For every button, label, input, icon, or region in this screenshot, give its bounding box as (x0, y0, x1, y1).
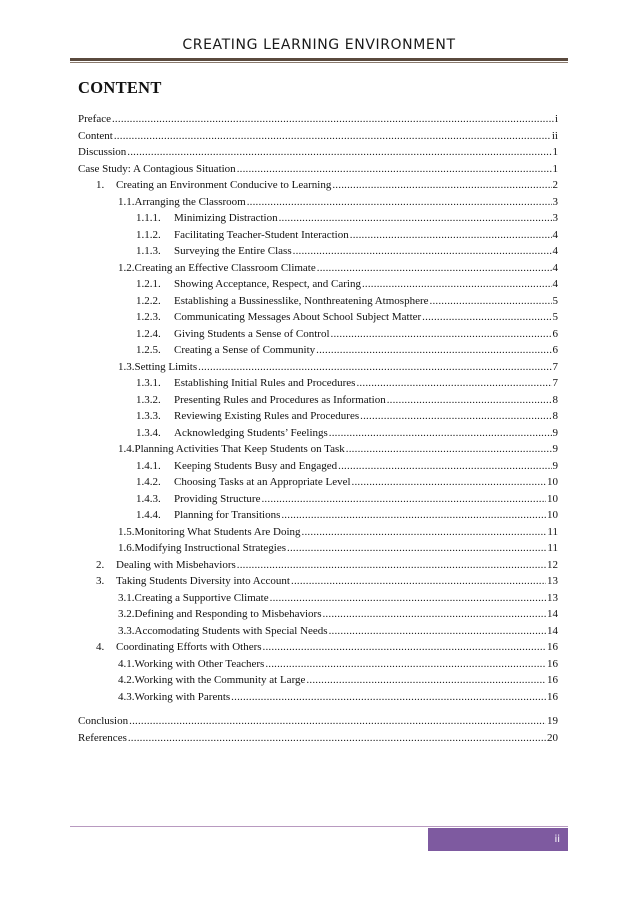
toc-entry-row (118, 690, 558, 704)
toc-dot-leader (346, 442, 552, 456)
toc-entry-title: Coordinating Efforts with Others (116, 641, 262, 653)
header-rule-thin (70, 62, 568, 63)
toc-dot-leader (317, 261, 552, 275)
toc-entry-title: Modifying Instructional Strategies (134, 542, 287, 554)
toc-dot-leader (265, 657, 546, 671)
toc-entry-page: 1 (552, 146, 558, 158)
toc-entry (78, 508, 558, 522)
toc-entry-title: Accomodating Students with Special Needs (134, 624, 328, 637)
toc-entry-page: 13 (547, 575, 558, 587)
toc-entry (78, 607, 558, 621)
toc-entry-title: Preface (78, 113, 111, 125)
toc-entry-row (78, 162, 558, 176)
toc-dot-leader (129, 714, 546, 728)
toc-entry-row (136, 492, 558, 506)
toc-dot-leader (332, 178, 551, 192)
toc-entry (78, 426, 558, 440)
toc-entry (78, 277, 558, 291)
toc-entry-page: 4 (552, 278, 558, 290)
toc-entry-row (118, 541, 558, 555)
toc-entry-row (136, 310, 558, 324)
toc-dot-leader (387, 393, 552, 407)
toc-entry-page: 3 (552, 212, 558, 224)
toc-entry-title: Working with the Community at Large (134, 674, 306, 686)
toc-entry-number: 1.3.2. (136, 393, 161, 406)
toc-entry-row (136, 327, 558, 341)
toc-dot-leader (338, 459, 551, 473)
toc-entry-title: Minimizing Distraction (174, 212, 278, 224)
toc-entry (78, 261, 558, 275)
toc-entry-page: 11 (547, 525, 558, 538)
toc-entry-row (136, 343, 558, 357)
toc-entry-number: 1.2. (118, 261, 135, 274)
toc-entry-title: Creating a Supportive Climate (134, 591, 269, 604)
toc-entry-page: 9 (552, 443, 558, 455)
toc-entry-title: Creating an Environment Conducive to Learning (116, 179, 332, 191)
toc-entry (78, 492, 558, 506)
toc-entry-row (118, 442, 558, 456)
toc-entry-page: i (554, 113, 558, 125)
toc-entry (78, 624, 558, 638)
toc-entry-number: 1.4.2. (136, 476, 161, 488)
toc-entry (78, 714, 558, 728)
toc-entry (78, 459, 558, 473)
toc-entry-page: 5 (552, 294, 558, 307)
toc-dot-leader (329, 426, 552, 440)
toc-dot-leader (362, 277, 552, 291)
toc-dot-leader (360, 409, 551, 423)
toc-entry (78, 541, 558, 555)
toc-entry (78, 409, 558, 423)
toc-entry-page: 13 (547, 591, 558, 604)
toc-dot-leader (322, 607, 546, 621)
toc-dot-leader (279, 211, 552, 225)
toc-entry-number: 1. (96, 179, 105, 191)
toc-entry-row (78, 714, 558, 728)
toc-entry (78, 343, 558, 357)
toc-entry-page: 2 (552, 179, 558, 191)
toc-entry-row (118, 360, 558, 374)
toc-entry-title: Giving Students a Sense of Control (174, 327, 330, 340)
toc-dot-leader (281, 508, 546, 522)
toc-dot-leader (231, 690, 546, 704)
toc-entry-number: 2. (96, 558, 105, 571)
toc-entry-number: 4.1. (118, 657, 135, 670)
toc-entry-title: Reviewing Existing Rules and Procedures (174, 410, 360, 422)
toc-entry (78, 211, 558, 225)
toc-entry (78, 574, 558, 588)
toc-entry-number: 1.5. (118, 525, 135, 538)
toc-entry-row (118, 673, 558, 687)
toc-entry-page: 16 (547, 657, 558, 670)
toc-entry-number: 1.1.2. (136, 228, 161, 241)
toc-entry (78, 360, 558, 374)
toc-entry-number: 1.4.3. (136, 492, 161, 505)
toc-entry-row (96, 178, 558, 192)
toc-entry-title: Working with Parents (134, 690, 231, 703)
toc-entry-row (136, 211, 558, 225)
toc-entry-page: 19 (547, 715, 558, 727)
toc-entry-title: Conclusion (78, 715, 129, 727)
toc-entry-row (78, 731, 558, 745)
toc-entry-page: 10 (547, 509, 558, 521)
toc-entry-title: Discussion (78, 146, 127, 158)
toc-entry-row (118, 657, 558, 671)
toc-entry (78, 228, 558, 242)
toc-entry-row (136, 228, 558, 242)
toc-entry-row (136, 475, 558, 489)
toc-entry-number: 1.1.1. (136, 212, 161, 224)
toc-entry-page: ii (551, 129, 558, 142)
toc-dot-leader (329, 624, 546, 638)
toc-entry-page: 16 (547, 641, 558, 653)
toc-entry-page: 9 (552, 459, 558, 472)
toc-entry-title: Defining and Responding to Misbehaviors (134, 608, 322, 620)
toc-entry-row (136, 294, 558, 308)
toc-entry (78, 442, 558, 456)
toc-dot-leader (350, 228, 552, 242)
toc-entry (78, 690, 558, 704)
toc-entry-page: 8 (552, 410, 558, 422)
toc-entry-page: 6 (552, 344, 558, 356)
toc-entry-number: 1.2.3. (136, 311, 161, 323)
running-header: CREATING LEARNING ENVIRONMENT (182, 37, 456, 53)
toc-entry (78, 145, 558, 159)
toc-entry (78, 376, 558, 390)
toc-entry (78, 640, 558, 654)
toc-title: CONTENT (78, 78, 162, 97)
toc-entry-number: 1.1.3. (136, 245, 161, 257)
toc-entry-page: 8 (552, 393, 558, 406)
toc-dot-leader (306, 673, 546, 687)
toc-entry-title: Planning Activities That Keep Students on Task (134, 443, 345, 455)
toc-entry-page: 3 (552, 195, 558, 208)
toc-entry-number: 4. (96, 641, 105, 653)
toc-dot-leader (352, 475, 546, 489)
toc-entry-page: 20 (547, 731, 558, 744)
header-rule (70, 58, 568, 61)
toc-entry-title: Establishing a Bussinesslike, Nonthreatening Atmosphere (174, 294, 429, 307)
toc-entry-title: Choosing Tasks at an Appropriate Level (174, 476, 351, 488)
toc-entry-page: 12 (547, 558, 558, 571)
toc-entry-title: Providing Structure (174, 492, 261, 505)
toc-entry (78, 525, 558, 539)
toc-entry-row (136, 459, 558, 473)
toc-entry-title: Establishing Initial Rules and Procedures (174, 377, 356, 389)
toc-dot-leader (287, 541, 546, 555)
toc-dot-leader (127, 145, 551, 159)
toc-entry-page: 6 (552, 327, 558, 340)
toc-entry-row (78, 145, 558, 159)
toc-entry-title: Surveying the Entire Class (174, 245, 292, 257)
toc-entry-row (118, 261, 558, 275)
toc-entry-number: 4.3. (118, 690, 135, 703)
toc-entry-page: 7 (552, 360, 558, 373)
toc-entry (78, 591, 558, 605)
toc-entry-row (96, 574, 558, 588)
toc-entry-number: 1.3.1. (136, 377, 161, 389)
toc-entry-title: Setting Limits (134, 360, 198, 373)
toc-entry-number: 1.1. (118, 195, 135, 208)
toc-entry (78, 673, 558, 687)
toc-entry (78, 475, 558, 489)
toc-entry-number: 1.2.4. (136, 327, 161, 340)
toc-dot-leader (112, 112, 554, 126)
toc-dot-leader (237, 162, 552, 176)
toc-dot-leader (237, 558, 546, 572)
toc-entry (78, 162, 558, 176)
toc-dot-leader (291, 574, 546, 588)
toc-entry-number: 3. (96, 575, 105, 587)
toc-entry-title: Arranging the Classroom (134, 195, 246, 208)
toc-entry-title: References (78, 731, 127, 744)
toc-entry-title: Working with Other Teachers (134, 657, 265, 670)
toc-entry-title: Facilitating Teacher-Student Interaction (174, 228, 349, 241)
toc-dot-leader (331, 327, 552, 341)
toc-entry-row (118, 525, 558, 539)
toc-entry-title: Taking Students Diversity into Account (116, 575, 290, 587)
toc-dot-leader (270, 591, 546, 605)
toc-entry-row (136, 244, 558, 258)
toc-dot-leader (422, 310, 551, 324)
toc-entry-number: 1.6. (118, 542, 135, 554)
toc-dot-leader (114, 129, 551, 143)
toc-entry-title: Creating an Effective Classroom Climate (134, 261, 316, 274)
toc-entry-page: 10 (547, 492, 558, 505)
toc-entry-page: 16 (547, 674, 558, 686)
toc-dot-leader (293, 244, 552, 258)
toc-entry-row (136, 393, 558, 407)
toc-entry (78, 558, 558, 572)
toc-entry (78, 112, 558, 126)
toc-entry-number: 1.3.3. (136, 410, 161, 422)
toc-dot-leader (247, 195, 552, 209)
toc-entry-title: Showing Acceptance, Respect, and Caring (174, 278, 361, 290)
toc-entry-number: 3.3. (118, 624, 135, 637)
toc-entry-title: Presenting Rules and Procedures as Information (174, 393, 386, 406)
toc-entry-title: Acknowledging Students’ Feelings (174, 426, 328, 439)
toc-entry-title: Dealing with Misbehaviors (116, 558, 236, 571)
toc-entry-page: 5 (552, 311, 558, 323)
toc-entry-row (136, 409, 558, 423)
toc-entry-row (96, 558, 558, 572)
toc-dot-leader (128, 731, 546, 745)
toc-entry-row (118, 624, 558, 638)
toc-entry-number: 3.1. (118, 591, 135, 604)
toc-entry-row (136, 508, 558, 522)
toc-entry-number: 1.2.5. (136, 344, 161, 356)
toc-entry (78, 731, 558, 745)
toc-entry-number: 1.2.2. (136, 294, 161, 307)
toc-entry-number: 3.2. (118, 608, 135, 620)
toc-entry-page: 14 (547, 608, 558, 620)
toc-entry (78, 195, 558, 209)
toc-entry (78, 294, 558, 308)
toc-entry-page: 9 (552, 426, 558, 439)
toc-entry-page: 1 (552, 162, 558, 175)
toc-entry-page: 7 (552, 377, 558, 389)
toc-entry-page: 4 (552, 228, 558, 241)
toc-entry-row (118, 591, 558, 605)
toc-entry (78, 657, 558, 671)
toc-entry-title: Keeping Students Busy and Engaged (174, 459, 338, 472)
toc-entry-row (136, 376, 558, 390)
toc-entry-number: 1.4.4. (136, 509, 161, 521)
toc-entry (78, 327, 558, 341)
toc-entry-row (78, 112, 558, 126)
toc-dot-leader (430, 294, 552, 308)
toc-dot-leader (198, 360, 551, 374)
toc-entry-row (96, 640, 558, 654)
footer-rule (70, 826, 568, 827)
toc-entry-number: 1.3. (118, 360, 135, 373)
toc-dot-leader (261, 492, 546, 506)
toc-dot-leader (302, 525, 547, 539)
toc-entry-number: 1.3.4. (136, 426, 161, 439)
toc-entry-title: Monitoring What Students Are Doing (134, 525, 301, 538)
toc-entry-number: 4.2. (118, 674, 135, 686)
toc-entry (78, 310, 558, 324)
toc-entry (78, 244, 558, 258)
toc-entry-number: 1.2.1. (136, 278, 161, 290)
toc-entry-page: 4 (552, 245, 558, 257)
toc-entry-title: Case Study: A Contagious Situation (78, 162, 236, 175)
toc-entry-title: Communicating Messages About School Subject Matter (174, 311, 422, 323)
toc-entry-page: 4 (552, 261, 558, 274)
toc-entry-page: 14 (547, 624, 558, 637)
toc-dot-leader (263, 640, 546, 654)
toc-entry-number: 1.4. (118, 443, 135, 455)
toc-entry-page: 11 (547, 542, 558, 554)
toc-entry (78, 178, 558, 192)
toc-entry-row (118, 195, 558, 209)
toc-entry-row (118, 607, 558, 621)
toc-entry-title: Creating a Sense of Community (174, 344, 316, 356)
toc-entry-row (78, 129, 558, 143)
toc-entry-page: 16 (547, 690, 558, 703)
toc-entry-title: Content (78, 129, 113, 142)
toc-entry (78, 129, 558, 143)
toc-dot-leader (356, 376, 551, 390)
toc-dot-leader (316, 343, 551, 357)
toc-entry-row (136, 426, 558, 440)
toc-entry-row (136, 277, 558, 291)
toc-entry-title: Planning for Transitions (174, 509, 281, 521)
toc-entry-number: 1.4.1. (136, 459, 161, 472)
toc-entry-page: 10 (547, 476, 558, 488)
footer-page-number: ii (428, 828, 568, 851)
toc-entry (78, 393, 558, 407)
